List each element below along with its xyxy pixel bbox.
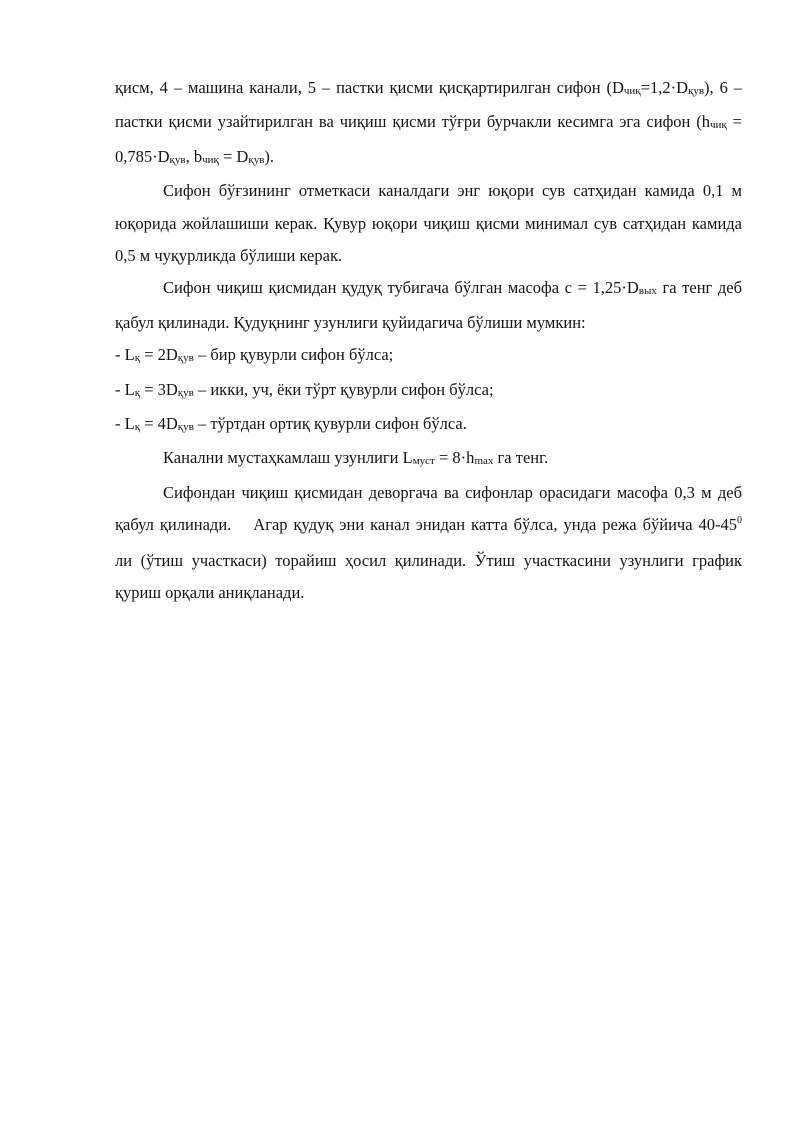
- subscript: қув: [687, 85, 705, 97]
- text-run: ).: [264, 146, 275, 166]
- text-run: Агар қудуқ эни канал энидан катта бўлса, унда режа бўйича 40-45: [253, 515, 738, 535]
- subscript: қув: [169, 153, 186, 166]
- subscript: чиқ: [623, 85, 641, 97]
- subscript: қ: [134, 421, 141, 434]
- text-run: - L: [115, 414, 135, 434]
- list-item: [115, 374, 742, 408]
- text-run: , b: [185, 146, 203, 166]
- text-run: ли (ўтиш участкаси) торайиш ҳосил қилинади. Ўтиш участкасини узунлиги график қуриш орқали аниқланади.: [115, 550, 742, 603]
- subscript: max: [474, 455, 494, 468]
- paragraph-reinforcement-length: [115, 442, 742, 476]
- text-run: – бир қувурли сифон бўлса;: [193, 345, 394, 365]
- subscript: қ: [134, 386, 141, 399]
- list-item: [115, 339, 742, 373]
- subscript: чиқ: [202, 153, 219, 166]
- text-run: қисм, 4 – машина канали, 5 – пастки қисми қисқартирилган сифон (D: [115, 78, 624, 97]
- text-run: = 0,785·D: [115, 112, 742, 166]
- subscript: чиқ: [710, 119, 727, 132]
- paragraph-well-distance: [115, 272, 742, 339]
- paragraph-siphon-types: [115, 72, 742, 175]
- subscript: вых: [638, 285, 657, 298]
- text-run: = 3D: [140, 379, 178, 399]
- superscript: 0: [737, 515, 743, 527]
- text-run: ), 6 – пастки қисми узайтирилган ва чиқиш қисми тўғри бурчакли кесимга эга сифон (h: [115, 78, 742, 132]
- subscript: муст: [412, 455, 435, 468]
- subscript: қ: [134, 352, 141, 365]
- text-run: Канални мустаҳкамлаш узунлиги L: [163, 448, 413, 468]
- text-run: га тенг.: [493, 448, 549, 468]
- text-run: = 2D: [140, 345, 178, 365]
- subscript: қув: [177, 421, 194, 434]
- text-run: - L: [115, 345, 135, 365]
- text-run: = D: [218, 146, 249, 166]
- text-run: – тўртдан ортиқ қувурли сифон бўлса.: [193, 414, 467, 434]
- subscript: қув: [177, 352, 194, 365]
- text-run: Сифондан чиқиш қисмидан деворгача ва сифонлар орасидаги масофа 0,3 м деб қабул қилинади.: [115, 482, 742, 535]
- document-page: [115, 72, 742, 610]
- subscript: қув: [248, 153, 265, 166]
- text-run: = 8·h: [434, 448, 475, 468]
- text-run: = 4D: [140, 414, 178, 434]
- text-run: га тенг деб қабул қилинади. Қудуқнинг узунлиги қуйидагича бўлиши мумкин:: [115, 278, 742, 332]
- text-run: – икки, уч, ёки тўрт қувурли сифон бўлса;: [193, 379, 494, 399]
- text-run: - L: [115, 379, 135, 399]
- text-run: Сифон чиқиш қисмидан қудуқ тубигача бўлган масофа с = 1,25·D: [163, 278, 639, 298]
- list-item: [115, 408, 742, 442]
- paragraph-transition-section: [115, 477, 742, 610]
- subscript: қув: [177, 386, 194, 399]
- paragraph-siphon-throat: Сифон бўғзининг отметкаси каналдаги энг юқори сув сатҳидан камида 0,1 м юқорида жойлашиши керак. Қувур юқори чиқиш қисми минимал сув сатҳидан камида 0,5 м чуқурликда бўлиши керак.: [115, 181, 742, 266]
- text-run: =1,2·D: [640, 78, 688, 97]
